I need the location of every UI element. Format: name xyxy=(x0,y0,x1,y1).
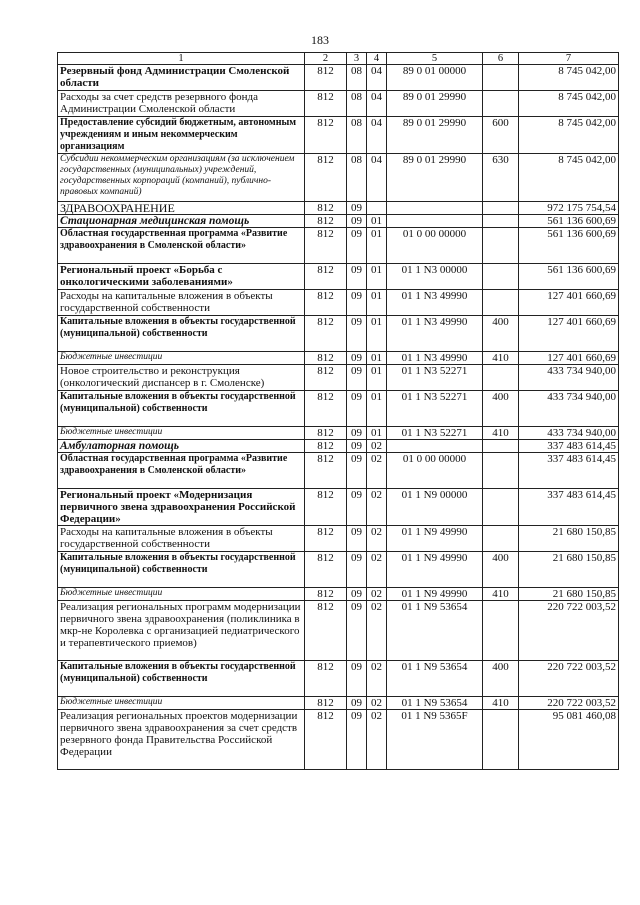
row-code-section: 09 xyxy=(347,489,367,526)
row-code-expense-type: 400 xyxy=(483,661,519,697)
row-code-expense-type: 400 xyxy=(483,552,519,588)
row-code-ministry: 812 xyxy=(305,228,347,264)
row-amount: 8 745 042,00 xyxy=(519,91,619,117)
row-name: Капитальные вложения в объекты государственной (муниципальной) собственности xyxy=(58,552,305,588)
row-code-expense-type xyxy=(483,601,519,661)
table-row xyxy=(58,316,619,352)
row-amount: 972 175 754,54 xyxy=(519,202,619,215)
row-code-target: 89 0 01 29990 xyxy=(387,154,483,202)
row-amount: 21 680 150,85 xyxy=(519,552,619,588)
row-code-subsection: 02 xyxy=(367,552,387,588)
row-code-target xyxy=(387,440,483,453)
row-code-ministry: 812 xyxy=(305,316,347,352)
row-amount: 127 401 660,69 xyxy=(519,290,619,316)
row-code-target: 89 0 01 29990 xyxy=(387,117,483,154)
row-amount: 220 722 003,52 xyxy=(519,601,619,661)
row-code-expense-type: 410 xyxy=(483,697,519,710)
row-code-expense-type: 630 xyxy=(483,154,519,202)
row-amount: 337 483 614,45 xyxy=(519,453,619,489)
row-code-subsection: 01 xyxy=(367,290,387,316)
table-row xyxy=(58,391,619,427)
row-code-section: 09 xyxy=(347,453,367,489)
row-code-ministry: 812 xyxy=(305,65,347,91)
row-code-expense-type xyxy=(483,489,519,526)
row-code-subsection: 01 xyxy=(367,427,387,440)
row-code-target: 01 1 N9 53654 xyxy=(387,661,483,697)
row-code-subsection: 02 xyxy=(367,661,387,697)
row-code-subsection: 02 xyxy=(367,710,387,770)
row-code-ministry: 812 xyxy=(305,391,347,427)
row-code-subsection: 04 xyxy=(367,117,387,154)
row-name: Стационарная медицинская помощь xyxy=(58,215,305,228)
row-code-subsection: 02 xyxy=(367,526,387,552)
row-code-subsection: 01 xyxy=(367,352,387,365)
row-name: Бюджетные инвестиции xyxy=(58,697,305,710)
row-amount: 95 081 460,08 xyxy=(519,710,619,770)
table-row xyxy=(58,588,619,601)
row-code-subsection: 02 xyxy=(367,440,387,453)
row-code-section: 08 xyxy=(347,65,367,91)
row-name: Реализация региональных программ модернизации первичного звена здравоохранения (поликлиника в мкр-не Королевка с организацией педиатрического и терапевтического приемов) xyxy=(58,601,305,661)
row-name: Новое строительство и реконструкция (онкологический диспансер в г. Смоленске) xyxy=(58,365,305,391)
row-code-ministry: 812 xyxy=(305,552,347,588)
row-amount: 433 734 940,00 xyxy=(519,365,619,391)
row-code-expense-type: 400 xyxy=(483,391,519,427)
row-code-target: 01 1 N9 49990 xyxy=(387,552,483,588)
table-row xyxy=(58,697,619,710)
row-code-expense-type xyxy=(483,215,519,228)
row-code-expense-type xyxy=(483,91,519,117)
row-code-subsection: 04 xyxy=(367,154,387,202)
row-name: Бюджетные инвестиции xyxy=(58,588,305,601)
row-code-section: 08 xyxy=(347,91,367,117)
row-code-section: 08 xyxy=(347,117,367,154)
row-code-expense-type xyxy=(483,526,519,552)
row-code-target: 01 1 N3 00000 xyxy=(387,264,483,290)
row-code-ministry: 812 xyxy=(305,365,347,391)
row-name: Капитальные вложения в объекты государственной (муниципальной) собственности xyxy=(58,661,305,697)
row-code-ministry: 812 xyxy=(305,264,347,290)
table-row xyxy=(58,352,619,365)
row-code-target: 01 1 N3 49990 xyxy=(387,290,483,316)
row-code-target: 01 1 N3 52271 xyxy=(387,427,483,440)
row-code-target: 01 1 N9 53654 xyxy=(387,601,483,661)
row-code-section: 09 xyxy=(347,552,367,588)
header-cell: 7 xyxy=(519,53,619,65)
header-cell: 1 xyxy=(58,53,305,65)
row-code-target: 01 1 N3 49990 xyxy=(387,316,483,352)
row-code-section: 09 xyxy=(347,526,367,552)
row-code-ministry: 812 xyxy=(305,290,347,316)
row-code-expense-type: 410 xyxy=(483,588,519,601)
row-code-target: 01 1 N3 52271 xyxy=(387,365,483,391)
row-code-section: 08 xyxy=(347,154,367,202)
row-code-section: 09 xyxy=(347,697,367,710)
table-row xyxy=(58,264,619,290)
row-code-target xyxy=(387,215,483,228)
row-amount: 127 401 660,69 xyxy=(519,352,619,365)
row-name: Капитальные вложения в объекты государственной (муниципальной) собственности xyxy=(58,316,305,352)
row-name: Расходы на капитальные вложения в объекты государственной собственности xyxy=(58,526,305,552)
table-row xyxy=(58,365,619,391)
table-row xyxy=(58,601,619,661)
row-code-expense-type xyxy=(483,710,519,770)
row-code-section: 09 xyxy=(347,391,367,427)
row-amount: 21 680 150,85 xyxy=(519,588,619,601)
row-code-ministry: 812 xyxy=(305,661,347,697)
row-code-subsection: 02 xyxy=(367,601,387,661)
row-amount: 337 483 614,45 xyxy=(519,440,619,453)
row-code-section: 09 xyxy=(347,365,367,391)
row-code-subsection: 01 xyxy=(367,365,387,391)
row-name: Расходы на капитальные вложения в объекты государственной собственности xyxy=(58,290,305,316)
table-row xyxy=(58,228,619,264)
row-code-ministry: 812 xyxy=(305,526,347,552)
row-code-expense-type: 410 xyxy=(483,352,519,365)
row-code-subsection: 02 xyxy=(367,697,387,710)
header-cell: 2 xyxy=(305,53,347,65)
row-code-expense-type: 400 xyxy=(483,316,519,352)
table-row xyxy=(58,440,619,453)
header-cell: 5 xyxy=(387,53,483,65)
row-name: Региональный проект «Борьба с онкологическими заболеваниями» xyxy=(58,264,305,290)
row-amount: 127 401 660,69 xyxy=(519,316,619,352)
row-name: Реализация региональных проектов модернизации первичного звена здравоохранения за счет средств резервного фонда Правительства Российской Федерации xyxy=(58,710,305,770)
row-code-section: 09 xyxy=(347,215,367,228)
table-row xyxy=(58,427,619,440)
row-name: Бюджетные инвестиции xyxy=(58,352,305,365)
row-code-section: 09 xyxy=(347,588,367,601)
row-amount: 21 680 150,85 xyxy=(519,526,619,552)
row-code-ministry: 812 xyxy=(305,91,347,117)
table-row xyxy=(58,91,619,117)
row-code-section: 09 xyxy=(347,661,367,697)
row-amount: 561 136 600,69 xyxy=(519,264,619,290)
row-code-subsection: 01 xyxy=(367,228,387,264)
row-code-section: 09 xyxy=(347,316,367,352)
table-row xyxy=(58,154,619,202)
row-code-section: 09 xyxy=(347,264,367,290)
table-row xyxy=(58,202,619,215)
row-code-target: 01 1 N9 49990 xyxy=(387,588,483,601)
row-code-ministry: 812 xyxy=(305,215,347,228)
row-code-subsection: 04 xyxy=(367,65,387,91)
row-name: Региональный проект «Модернизация первичного звена здравоохранения Российской Федерации» xyxy=(58,489,305,526)
row-code-target xyxy=(387,202,483,215)
row-code-ministry: 812 xyxy=(305,427,347,440)
row-code-target: 01 1 N3 52271 xyxy=(387,391,483,427)
table-row xyxy=(58,215,619,228)
row-name: Субсидии некоммерческим организациям (за исключением государственных (муниципальных) учреждений, государственных корпораций (компаний), публично-правовых компаний) xyxy=(58,154,305,202)
row-code-target: 89 0 01 00000 xyxy=(387,65,483,91)
row-code-ministry: 812 xyxy=(305,697,347,710)
table-row xyxy=(58,526,619,552)
row-amount: 8 745 042,00 xyxy=(519,154,619,202)
row-name: Резервный фонд Администрации Смоленской области xyxy=(58,65,305,91)
row-code-expense-type xyxy=(483,228,519,264)
row-code-subsection: 01 xyxy=(367,391,387,427)
table-row xyxy=(58,552,619,588)
row-code-subsection: 02 xyxy=(367,588,387,601)
row-code-target: 01 1 N9 00000 xyxy=(387,489,483,526)
row-code-expense-type xyxy=(483,290,519,316)
row-code-section: 09 xyxy=(347,228,367,264)
row-code-subsection xyxy=(367,202,387,215)
table-row xyxy=(58,65,619,91)
table-row xyxy=(58,290,619,316)
row-code-expense-type xyxy=(483,365,519,391)
row-code-ministry: 812 xyxy=(305,154,347,202)
row-code-target: 01 0 00 00000 xyxy=(387,453,483,489)
row-name: Амбулаторная помощь xyxy=(58,440,305,453)
row-code-subsection: 02 xyxy=(367,453,387,489)
row-code-subsection: 02 xyxy=(367,489,387,526)
row-amount: 8 745 042,00 xyxy=(519,65,619,91)
table-row xyxy=(58,661,619,697)
row-name: Областная государственная программа «Развитие здравоохранения в Смоленской области» xyxy=(58,228,305,264)
row-code-section: 09 xyxy=(347,290,367,316)
row-amount: 220 722 003,52 xyxy=(519,697,619,710)
row-code-subsection: 01 xyxy=(367,264,387,290)
row-code-expense-type xyxy=(483,65,519,91)
row-name: Капитальные вложения в объекты государственной (муниципальной) собственности xyxy=(58,391,305,427)
row-amount: 8 745 042,00 xyxy=(519,117,619,154)
row-code-expense-type xyxy=(483,453,519,489)
budget-table xyxy=(57,52,619,770)
row-code-section: 09 xyxy=(347,601,367,661)
row-code-ministry: 812 xyxy=(305,453,347,489)
row-code-expense-type xyxy=(483,440,519,453)
row-code-ministry: 812 xyxy=(305,440,347,453)
row-code-expense-type xyxy=(483,264,519,290)
table-row xyxy=(58,117,619,154)
row-name: ЗДРАВООХРАНЕНИЕ xyxy=(58,202,305,215)
table-row xyxy=(58,453,619,489)
row-code-section: 09 xyxy=(347,352,367,365)
row-amount: 220 722 003,52 xyxy=(519,661,619,697)
row-code-ministry: 812 xyxy=(305,489,347,526)
row-code-target: 01 1 N9 49990 xyxy=(387,526,483,552)
page-number: 183 xyxy=(311,33,329,47)
row-code-section: 09 xyxy=(347,202,367,215)
row-code-ministry: 812 xyxy=(305,202,347,215)
table-header-row xyxy=(58,53,619,65)
row-code-ministry: 812 xyxy=(305,710,347,770)
row-code-expense-type: 410 xyxy=(483,427,519,440)
row-code-target: 01 1 N9 5365F xyxy=(387,710,483,770)
row-name: Областная государственная программа «Развитие здравоохранения в Смоленской области» xyxy=(58,453,305,489)
row-amount: 337 483 614,45 xyxy=(519,489,619,526)
row-name: Предоставление субсидий бюджетным, автономным учреждениям и иным некоммерческим организациям xyxy=(58,117,305,154)
row-code-section: 09 xyxy=(347,427,367,440)
row-code-subsection: 01 xyxy=(367,215,387,228)
row-name: Расходы за счет средств резервного фонда Администрации Смоленской области xyxy=(58,91,305,117)
row-amount: 561 136 600,69 xyxy=(519,228,619,264)
row-code-ministry: 812 xyxy=(305,352,347,365)
header-cell: 3 xyxy=(347,53,367,65)
row-amount: 433 734 940,00 xyxy=(519,391,619,427)
row-code-section: 09 xyxy=(347,440,367,453)
header-cell: 6 xyxy=(483,53,519,65)
row-code-expense-type xyxy=(483,202,519,215)
row-code-ministry: 812 xyxy=(305,601,347,661)
row-code-target: 01 0 00 00000 xyxy=(387,228,483,264)
row-code-ministry: 812 xyxy=(305,117,347,154)
row-amount: 561 136 600,69 xyxy=(519,215,619,228)
row-code-target: 01 1 N3 49990 xyxy=(387,352,483,365)
row-code-subsection: 01 xyxy=(367,316,387,352)
row-code-expense-type: 600 xyxy=(483,117,519,154)
row-code-target: 89 0 01 29990 xyxy=(387,91,483,117)
row-amount: 433 734 940,00 xyxy=(519,427,619,440)
row-code-section: 09 xyxy=(347,710,367,770)
row-name: Бюджетные инвестиции xyxy=(58,427,305,440)
table-row xyxy=(58,489,619,526)
header-cell: 4 xyxy=(367,53,387,65)
row-code-subsection: 04 xyxy=(367,91,387,117)
table-row xyxy=(58,710,619,770)
row-code-ministry: 812 xyxy=(305,588,347,601)
row-code-target: 01 1 N9 53654 xyxy=(387,697,483,710)
